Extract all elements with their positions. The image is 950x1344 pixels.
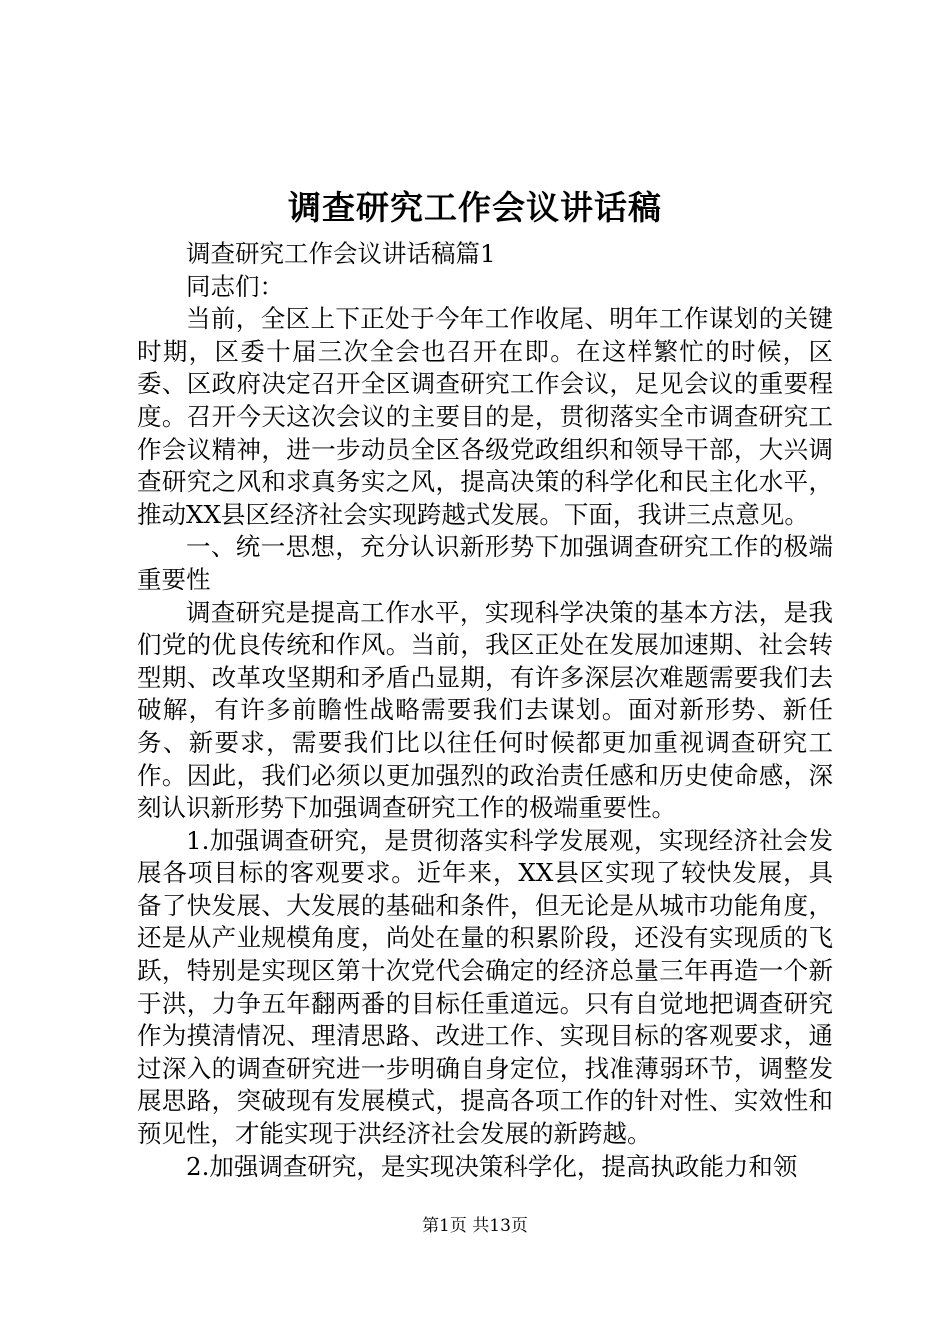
body-paragraph: 调查研究是提高工作水平，实现科学决策的基本方法，是我们党的优良传统和作风。当前，我区正处在发展加速期、社会转型期、改革攻坚期和矛盾凸显期，有许多深层次难题需要我们去破解，有许多前瞻性战略需要我们去谋划。面对新形势、新任务、新要求，需要我们比以往任何时候都更加重视调查研究工作。因此，我们必须以更加强烈的政治责任感和历史使命感，深刻认识新形势下加强调查研究工作的极端重要性。 — [137, 597, 833, 823]
page-number-footer: 第1页 共13页 — [422, 1216, 528, 1236]
document-title: 调查研究工作会议讲话稿 — [288, 188, 662, 227]
document-body — [137, 238, 833, 1183]
section-heading-paragraph: 一、统一思想，充分认识新形势下加强调查研究工作的极端重要性 — [137, 532, 833, 594]
subtitle-paragraph: 调查研究工作会议讲话稿篇1 — [186, 239, 496, 268]
body-paragraph: 1.加强调查研究，是贯彻落实科学发展观，实现经济社会发展各项目标的客观要求。近年来，XX县区实现了较快发展，具备了快发展、大发展的基础和条件，但无论是从城市功能角度，还是从产业规模角度，尚处在量的积累阶段，还没有实现质的飞跃，特别是实现区第十次党代会确定的经济总量三年再造一个新于洪，力争五年翻两番的目标任重道远。只有自觉地把调查研究作为摸清情况、理清思路、改进工作、实现目标的客观要求，通过深入的调查研究进一步明确自身定位，找准薄弱环节，调整发展思路，突破现有发展模式，提高各项工作的针对性、实效性和预见性，才能实现于洪经济社会发展的新跨越。 — [137, 825, 833, 1149]
salutation-paragraph: 同志们： — [186, 271, 284, 301]
body-paragraph: 当前，全区上下正处于今年工作收尾、明年工作谋划的关键时期，区委十届三次全会也召开在即。在这样繁忙的时候，区委、区政府决定召开全区调查研究工作会议，足见会议的重要程度。召开今天这次会议的主要目的是，贯彻落实全市调查研究工作会议精神，进一步动员全区各级党政组织和领导干部，大兴调查研究之风和求真务实之风，提高决策的科学化和民主化水平，推动XX县区经济社会实现跨越式发展。下面，我讲三点意见。 — [137, 304, 833, 529]
body-paragraph: 2.加强调查研究，是实现决策科学化，提高执政能力和领 — [186, 1151, 798, 1181]
